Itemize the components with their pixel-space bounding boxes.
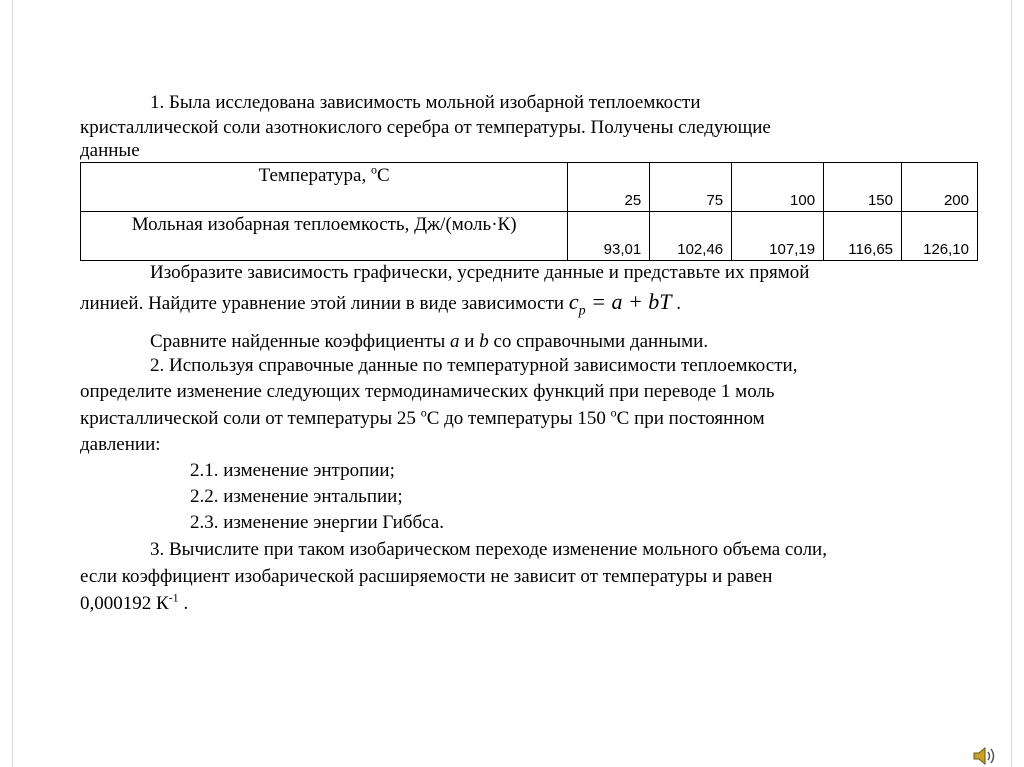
speaker-icon[interactable] (972, 745, 998, 767)
compare-line: Сравните найденные коэффициенты a и b со справочными данными. (150, 331, 709, 352)
table-cell: 200 (902, 163, 978, 212)
problem2-item-3: 2.3. изменение энергии Гиббса. (190, 512, 444, 533)
instructions-line2: линией. Найдите уравнение этой линии в виде зависимости $c_p = a$ + bT . (80, 289, 682, 319)
table-cell: 75 (650, 163, 732, 212)
problem3-line2: если коэффициент изобарической расширяемости не зависит от температуры и равен (80, 566, 773, 587)
table-cell: 116,65 (824, 212, 902, 261)
table-cell: 126,10 (902, 212, 978, 261)
data-table (80, 162, 978, 261)
problem3-line1: 3. Вычислите при таком изобарическом переходе изменение мольного объема соли, (150, 539, 827, 560)
table-cell: 100 (732, 163, 824, 212)
problem2-item-1: 2.1. изменение энтропии; (190, 460, 395, 481)
table-cell: 107,19 (732, 212, 824, 261)
table-cell: 150 (824, 163, 902, 212)
table-row (81, 163, 978, 212)
instructions-line1: Изобразите зависимость графически, усредните данные и представьте их прямой (150, 262, 810, 283)
problem1-line3: данные (80, 140, 140, 161)
problem2-line4: давлении: (80, 434, 161, 455)
table-cell: 102,46 (650, 212, 732, 261)
problem2-item-2: 2.2. изменение энтальпии; (190, 486, 403, 507)
heat-capacity-label: Мольная изобарная теплоемкость, Дж/(моль·К) (81, 212, 568, 261)
problem2-line1: 2. Используя справочные данные по температурной зависимости теплоемкости, (150, 355, 798, 376)
problem3-line3: 0,000192 $К^{-1}$ . (80, 590, 189, 614)
temperature-label: Температура, $^o$С (81, 163, 568, 212)
table-cell: 93,01 (568, 212, 650, 261)
table-cell: 25 (568, 163, 650, 212)
problem2-line2: определите изменение следующих термодинамических функций при переводе 1 моль (80, 381, 775, 402)
problem1-line2: кристаллической соли азотнокислого серебра от температуры. Получены следующие (80, 117, 771, 138)
formula: $c_p = a$ + bT (568, 289, 672, 319)
problem2-line3: кристаллической соли от температуры 25 $^o$С до температуры 150 $^o$С при постоянном (80, 405, 765, 429)
problem1-line1: 1. Была исследована зависимость мольной изобарной теплоемкости (150, 92, 701, 113)
table-row (81, 212, 978, 261)
